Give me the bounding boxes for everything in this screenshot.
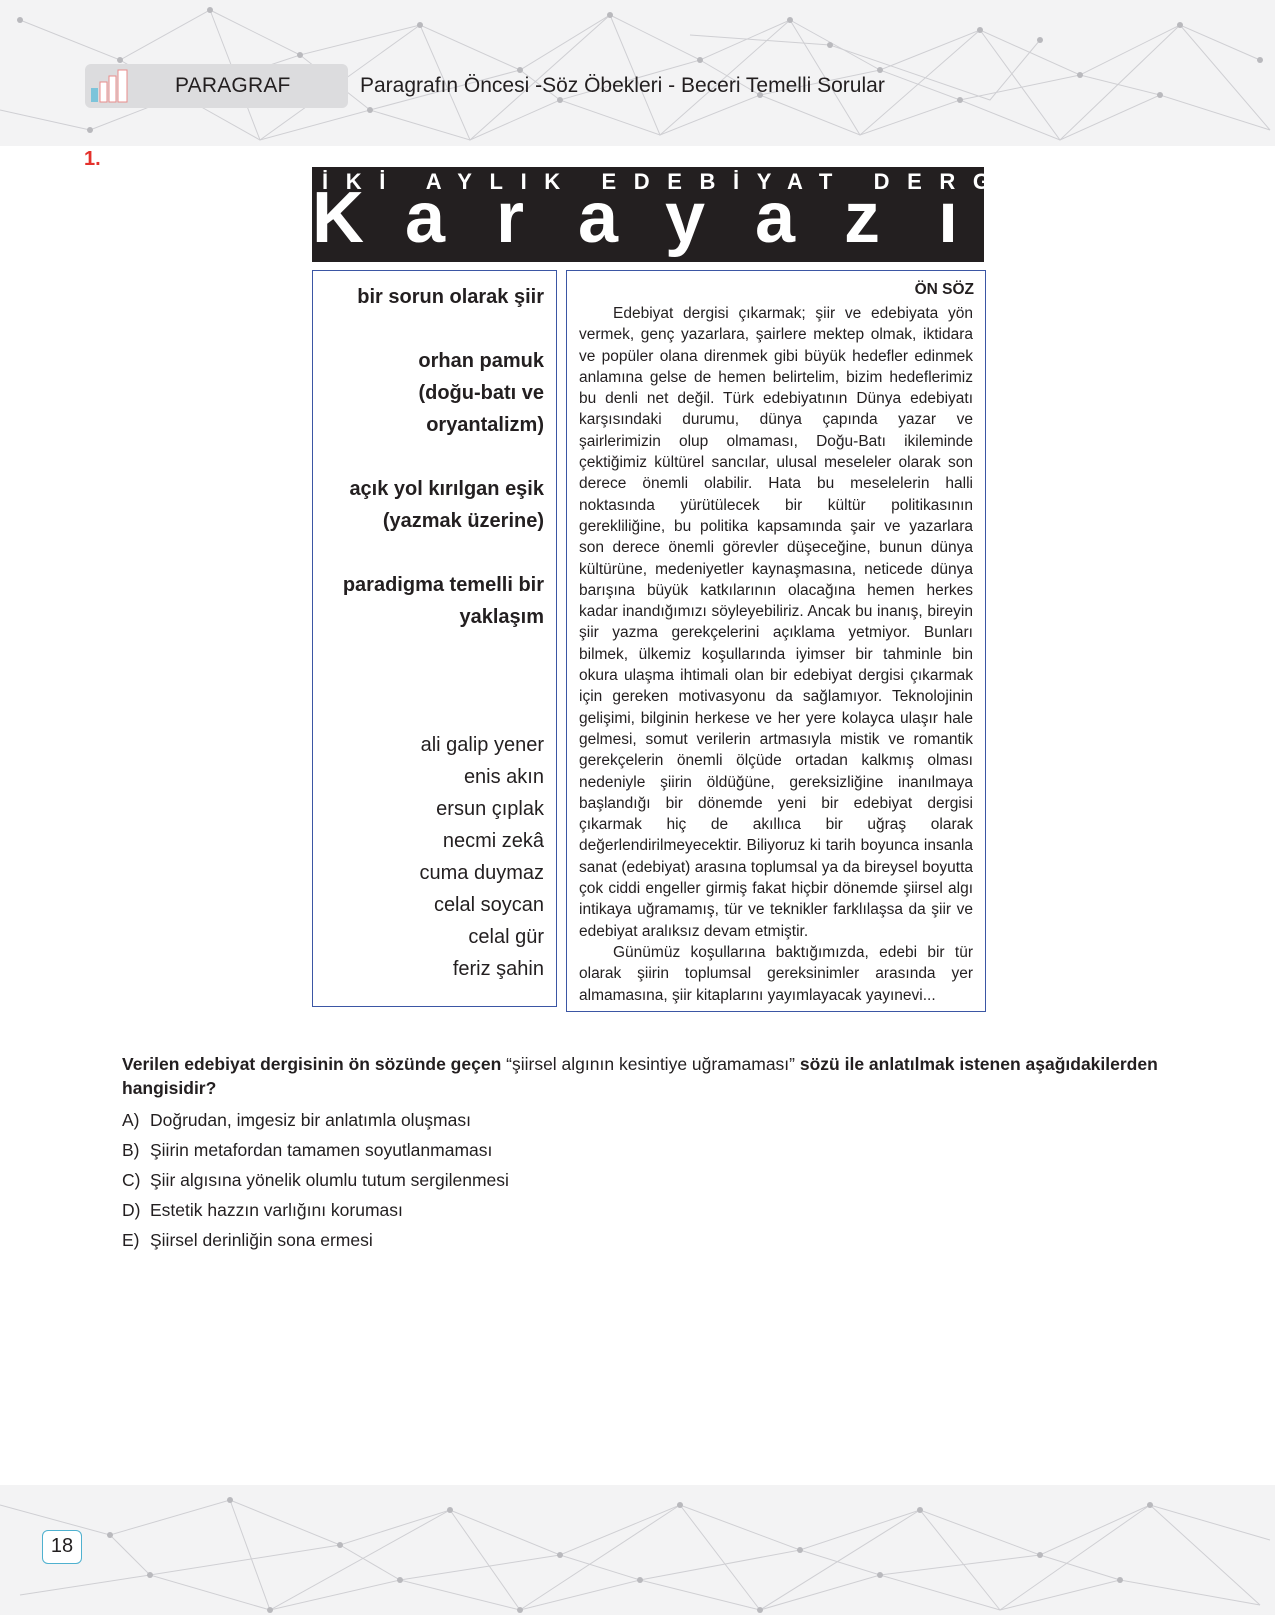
option-text: Doğrudan, imgesiz bir anlatımla oluşması xyxy=(150,1110,471,1130)
option-letter: E) xyxy=(122,1230,140,1250)
banner-letter: ı xyxy=(938,178,959,258)
preface-paragraph: Edebiyat dergisi çıkarmak; şiir ve edebiyata yön vermek, genç yazarlara, şairlere mektep olmak, iktidara ve popüler olana direnmek gibi büyük hedefler edinmek anlamına gelse de hemen belirtelim, bizim hedeflerimiz bu denli net değil. Türk edebiyatının Dünya edebiyatı karşısındaki durumu, dünya çapında yazar ve şairlerimizin olup olmaması, Doğu-Batı ikileminde çektiğimiz kültürel sancılar, ulusal meseleler olarak son derece önemli olabilir. Hata bu meselelerin halli noktasında yürütülecek bir kültür politikasının gerekliliğine, bu politika kapsamında şair ve yazarlara son derece önemli görevler düşeceğine, bunun dünya kültürüne, medeniyetler kaynaşmasına, neticede dünya barışına büyük katkılarının olacağına hemen herkes kadar inandığımızı söyleyebiliriz. Ancak bu inanış, bireyin şiir yazma gerekçelerini açıklama yetmiyor. Bunları bilmek, ülkemiz koşullarında iyimser bir tahminle bin okura ulaşma ihtimali olan bir edebiyat dergisi çıkarmak için gereken motivasyonu da sağlamıyor. Teknolojinin gelişimi, bilginin herkese ve her yere kolayca ulaşır hale gelmesi, somut verilerin artmasıyla mistik ve romantik gerekçelerin önemli ölçüde ortadan kalkmış olması nedeniyle şiirin öldüğüne, gereksizliğine inanılmaya başlandığı bir dönemde yeni bir edebiyat dergisi çıkarmak hiç de akıllıca bir uğraş olarak değerlendirilmeyecektir. Biliyoruz ki tarih boyunca insanla sanat (edebiyat) arasına toplumsal ya da bireysel boyutta çok ciddi engeller girmiş fakat hiçbir dönemde şiirsel algı intikaya uğramamış, tür ve teknikler farklılaşsa da şiir ve edebiyat aralıksız devam etmiştir. xyxy=(579,305,973,940)
contents-box xyxy=(312,270,557,1007)
answer-option-e[interactable] xyxy=(122,1228,373,1252)
contents-item: (doğu-batı ve xyxy=(418,382,544,404)
section-pill xyxy=(85,64,348,108)
question-part1: Verilen edebiyat dergisinin ön sözünde geçen xyxy=(122,1054,502,1074)
author-name: celal soycan xyxy=(433,894,544,916)
author-name: necmi zekâ xyxy=(442,830,544,852)
author-name: ersun çıplak xyxy=(436,798,544,820)
contents-item: (yazmak üzerine) xyxy=(382,510,544,532)
magazine-banner xyxy=(312,167,1278,262)
author-name: feriz şahin xyxy=(452,958,544,980)
network-decoration-icon xyxy=(0,1485,1275,1615)
answer-option-a[interactable] xyxy=(122,1108,471,1132)
contents-item: bir sorun olarak şiir xyxy=(357,286,544,308)
page-header-title: Paragrafın Öncesi -Söz Öbekleri - Beceri Temelli Sorular xyxy=(360,74,885,97)
contents-item: açık yol kırılgan eşik xyxy=(349,478,544,500)
option-letter: C) xyxy=(122,1170,141,1190)
author-name: enis akın xyxy=(463,766,544,788)
option-letter: A) xyxy=(122,1110,140,1130)
contents-item: paradigma temelli bir xyxy=(342,574,544,596)
option-letter: D) xyxy=(122,1200,141,1220)
footer-band xyxy=(0,1485,1275,1615)
author-name: cuma duymaz xyxy=(419,862,544,884)
banner-subtitle: İKİ AYLIK EDEBİYAT DERGİSİ / 2008 xyxy=(322,169,1278,194)
answer-option-d[interactable] xyxy=(122,1198,403,1222)
question-quote: “şiirsel algının kesintiye uğramaması” xyxy=(506,1054,795,1074)
banner-letter: y xyxy=(665,178,706,258)
question-part2: sözü ile anlatılmak istenen aşağıdakilerden hangisidir? xyxy=(122,1054,1158,1098)
preface-text xyxy=(579,303,973,1006)
answer-option-b[interactable] xyxy=(122,1138,492,1162)
option-text: Şiirin metafordan tamamen soyutlanmaması xyxy=(150,1140,493,1160)
author-name: celal gür xyxy=(468,926,544,948)
author-name: ali galip yener xyxy=(420,734,544,756)
banner-letter: a xyxy=(755,178,796,258)
banner-letter: a xyxy=(405,178,446,258)
contents-item: yaklaşım xyxy=(459,606,544,628)
bar-chart-icon xyxy=(89,68,149,104)
option-text: Estetik hazzın varlığını koruması xyxy=(150,1200,403,1220)
option-letter: B) xyxy=(122,1140,140,1160)
banner-letter: K xyxy=(312,178,364,258)
question-number: 1. xyxy=(84,148,101,170)
preface-paragraph: Günümüz koşullarına baktığımızda, edebi bir tür olarak şiirin toplumsal gereksinimler arasında yer almamasına, şiir kitaplarını yayımlayacak yayınevi... xyxy=(579,943,973,1004)
section-label: PARAGRAF xyxy=(175,74,291,97)
option-text: Şiir algısına yönelik olumlu tutum sergilenmesi xyxy=(150,1170,509,1190)
banner-letter: a xyxy=(578,178,619,258)
option-text: Şiirsel derinliğin sona ermesi xyxy=(150,1230,373,1250)
banner-letter: r xyxy=(496,178,525,258)
banner-letter: z xyxy=(844,178,880,258)
contents-item: orhan pamuk xyxy=(418,350,544,372)
answer-option-c[interactable] xyxy=(122,1168,509,1192)
question-stem xyxy=(122,1052,1202,1100)
contents-item: oryantalizm) xyxy=(426,414,544,436)
preface-box xyxy=(566,270,986,1012)
preface-title: ÖN SÖZ xyxy=(914,281,974,298)
page-number: 18 xyxy=(42,1530,82,1564)
